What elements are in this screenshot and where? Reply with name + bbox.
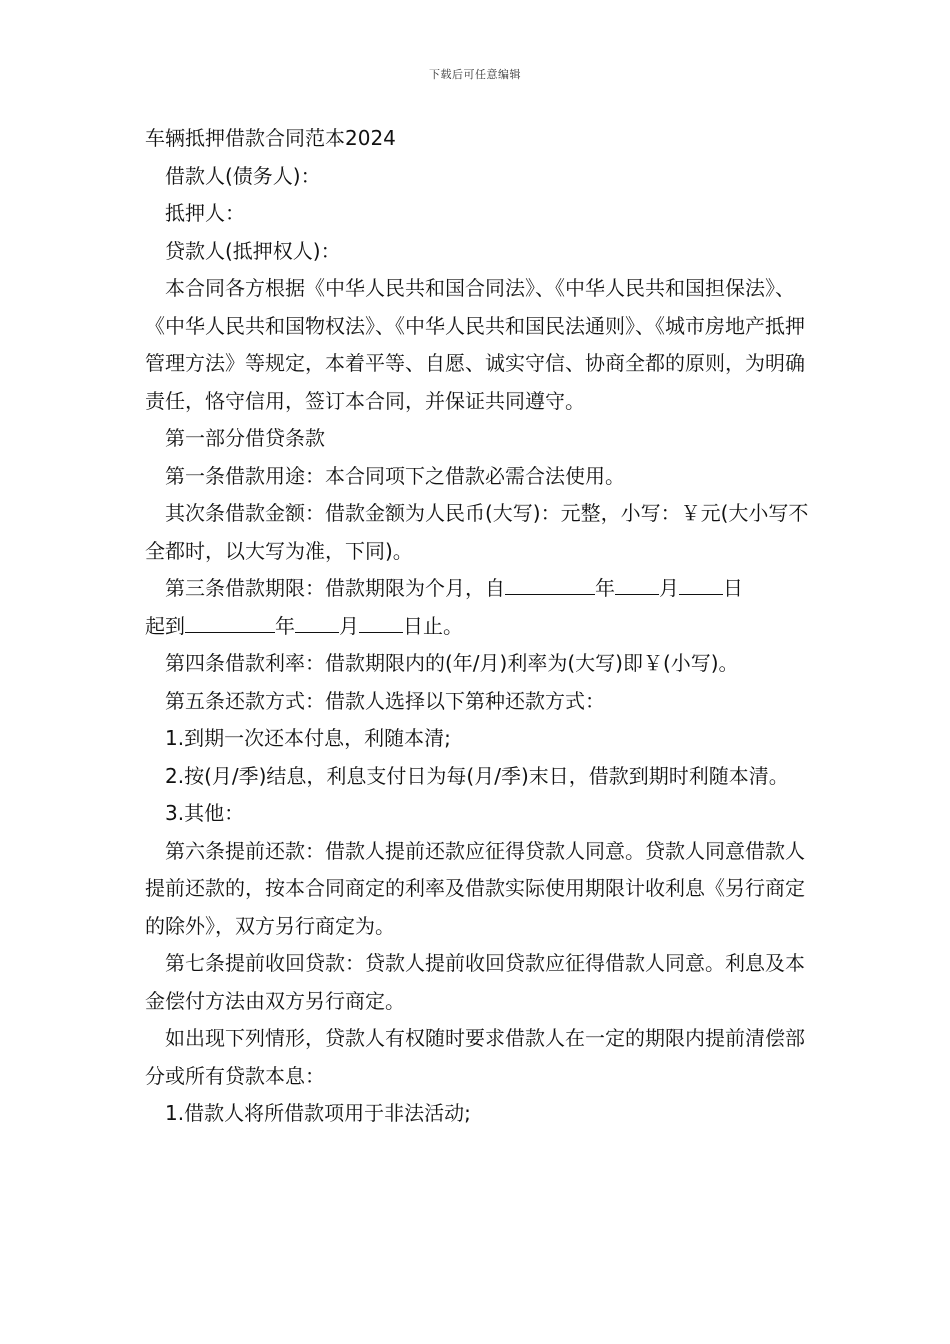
- article-4: 第四条借款利率：借款期限内的(年/月)利率为(大写)即￥(小写)。: [165, 651, 739, 675]
- end-day-label: 日止。: [403, 613, 463, 638]
- start-day-blank: [679, 572, 723, 595]
- part1-heading: 第一部分借贷条款: [165, 426, 325, 450]
- day-label: 日: [723, 576, 743, 600]
- article-3-end-text: 起到: [145, 613, 185, 638]
- start-month-blank: [615, 572, 659, 595]
- article-1: 第一条借款用途：本合同项下之借款必需合法使用。: [165, 463, 625, 488]
- mortgagor-line: 抵押人：: [165, 201, 245, 225]
- article-3-text: 第三条借款期限：借款期限为个月，自: [165, 576, 505, 600]
- article-5-option-3: 3.其他：: [165, 801, 245, 825]
- page-header-note: 下载后可任意编辑: [429, 68, 521, 81]
- year-label: 年: [595, 576, 615, 600]
- start-year-blank: [505, 572, 595, 595]
- borrower-line: 借款人(债务人)：: [165, 163, 321, 188]
- end-month-label: 月: [339, 613, 359, 638]
- end-month-blank: [295, 610, 339, 633]
- lender-line: 贷款人(抵押权人)：: [165, 238, 341, 263]
- condition-1: 1.借款人将所借款项用于非法活动;: [165, 1101, 471, 1125]
- end-year-blank: [185, 610, 275, 633]
- conditions-intro: 如出现下列情形，贷款人有权随时要求借款人在一定的期限内提前清偿部分或所有贷款本息：: [145, 1026, 805, 1088]
- contract-body: [145, 120, 810, 1133]
- article-3: [145, 570, 810, 645]
- article-5-option-1: 1.到期一次还本付息，利随本清;: [165, 726, 451, 750]
- article-2: 其次条借款金额：借款金额为人民币(大写)：元整，小写：￥元(大小写不全都时，以大写为准，下同)。: [145, 501, 809, 563]
- article-5-option-2: 2.按(月/季)结息，利息支付日为每(月/季)末日，借款到期时利随本清。: [165, 763, 789, 788]
- article-5: 第五条还款方式：借款人选择以下第种还款方式：: [165, 688, 605, 713]
- end-year-label: 年: [275, 613, 295, 638]
- end-day-blank: [359, 610, 403, 633]
- document-title: 车辆抵押借款合同范本2024: [145, 126, 396, 150]
- article-6: 第六条提前还款：借款人提前还款应征得贷款人同意。贷款人同意借款人提前还款的，按本合同商定的利率及借款实际使用期限计收利息《另行商定的除外》，双方另行商定为。: [145, 838, 805, 938]
- preamble-paragraph: 本合同各方根据《中华人民共和国合同法》、《中华人民共和国担保法》、《中华人民共和国物权法》、《中华人民共和国民法通则》、《城市房地产抵押管理方法》等规定，本着平等、自愿、诚实守信、协商全都的原则，为明确责任，恪守信用，签订本合同，并保证共同遵守。: [145, 276, 805, 413]
- article-7: 第七条提前收回贷款：贷款人提前收回贷款应征得借款人同意。利息及本金偿付方法由双方另行商定。: [145, 951, 805, 1013]
- month-label: 月: [659, 576, 679, 600]
